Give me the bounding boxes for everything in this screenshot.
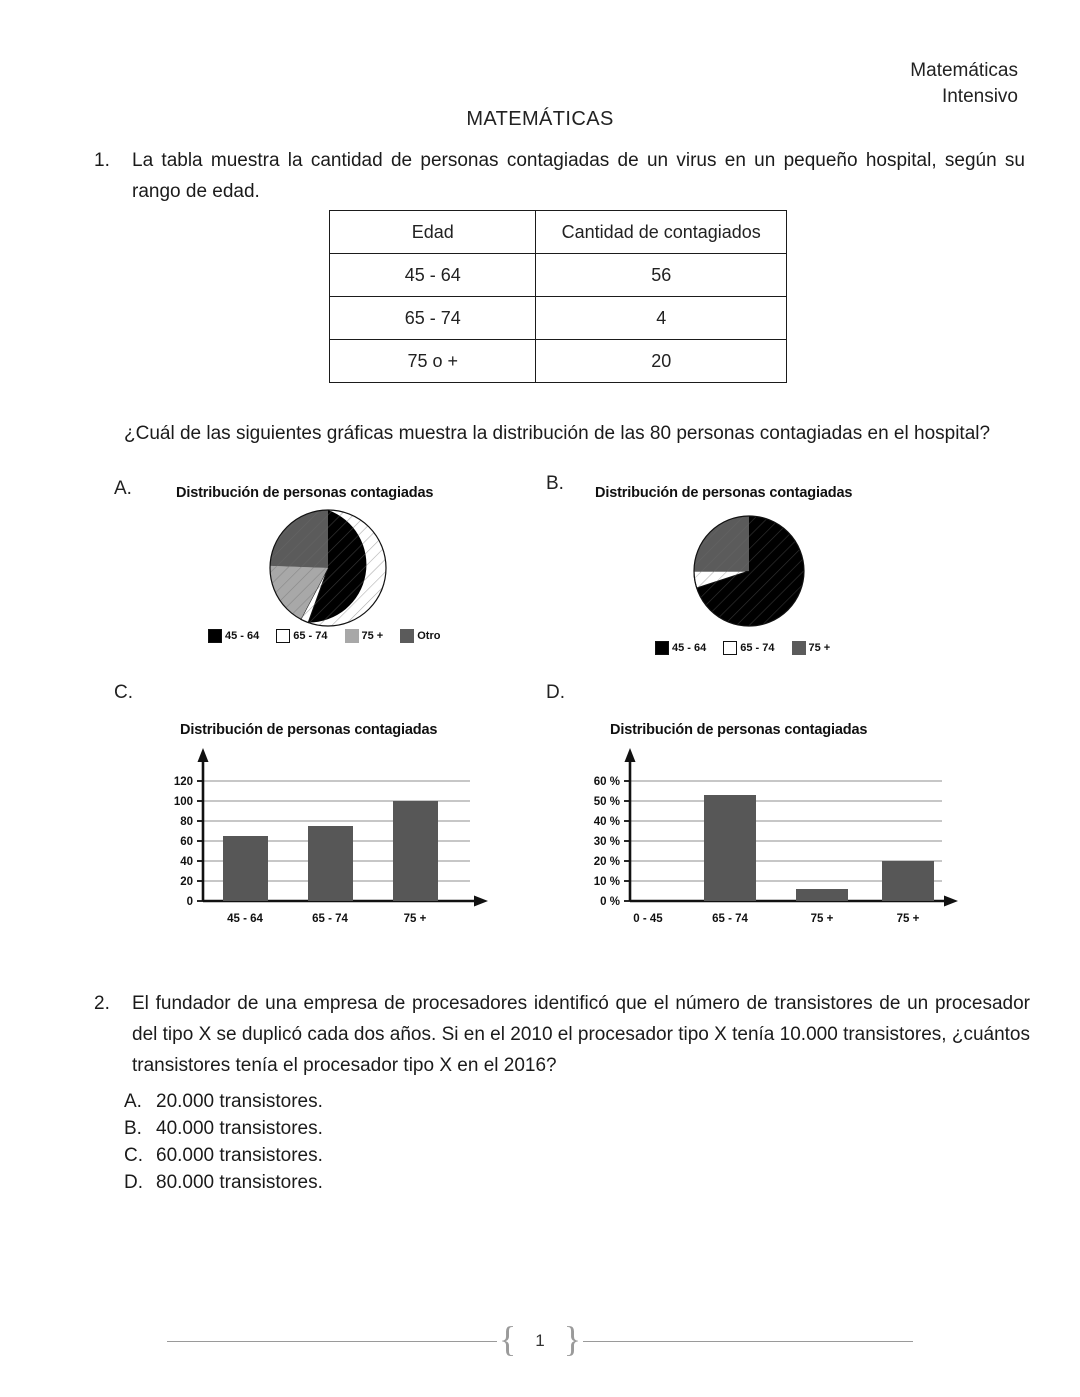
chart-b-legend [655, 641, 830, 655]
answer-option-b[interactable] [124, 1115, 323, 1142]
legend-swatch-icon [792, 641, 806, 655]
svg-text:20 %: 20 % [593, 856, 620, 868]
header-line-1: Matemáticas [910, 60, 1018, 81]
legend-entry [723, 641, 774, 655]
svg-text:100: 100 [173, 796, 193, 808]
header-line-2: Intensivo [941, 86, 1018, 107]
table-header-edad: Edad [330, 211, 536, 254]
legend-label: 65 - 74 [740, 642, 775, 654]
page-footer [0, 1319, 1080, 1359]
table-cell-edad: 65 - 74 [330, 297, 536, 340]
svg-text:75 +: 75 + [403, 913, 427, 925]
table-cell-edad: 75 o + [330, 340, 536, 383]
answer-letter: A. [124, 1091, 142, 1112]
answer-letter: B. [124, 1118, 142, 1139]
table-header-cantidad: Cantidad de contagiados [536, 211, 787, 254]
svg-text:0 - 45: 0 - 45 [633, 913, 663, 925]
chart-d-bars [552, 740, 972, 930]
legend-label: 65 - 74 [293, 630, 328, 642]
question-1-number: 1. [94, 150, 110, 171]
legend-entry [208, 629, 259, 643]
answer-text: 80.000 transistores. [156, 1172, 323, 1193]
table-header-row [330, 211, 787, 254]
footer-rule-right [583, 1341, 913, 1342]
svg-text:75 +: 75 + [896, 913, 920, 925]
chart-a-title: Distribución de personas contagiadas [176, 485, 434, 501]
question-1 [90, 145, 1025, 207]
table-cell-cantidad: 4 [536, 297, 787, 340]
answer-option-a[interactable] [124, 1088, 323, 1115]
svg-text:0: 0 [186, 896, 193, 908]
table-cell-cantidad: 56 [536, 254, 787, 297]
question-2-number: 2. [94, 993, 110, 1014]
document-header [910, 58, 1018, 110]
legend-swatch-icon [276, 629, 290, 643]
svg-text:50 %: 50 % [593, 796, 620, 808]
table-row [330, 340, 787, 383]
legend-entry [400, 629, 440, 643]
question-2 [90, 988, 1030, 1081]
svg-text:40 %: 40 % [593, 816, 620, 828]
svg-text:60 %: 60 % [593, 776, 620, 788]
svg-text:80: 80 [180, 816, 193, 828]
question-2-text: El fundador de una empresa de procesadores identificó que el número de transistores de un procesador del tipo X se duplicó cada dos años. Si en el 2010 el procesador tipo X tenía 10.000 transistores, ¿cuántos transistores tenía el procesador tipo X en el 2016? [132, 993, 1030, 1076]
legend-label: 45 - 64 [225, 630, 260, 642]
chart-b-pie [684, 512, 814, 630]
svg-text:10 %: 10 % [593, 876, 620, 888]
legend-swatch-icon [208, 629, 222, 643]
contagiados-table [329, 210, 787, 383]
svg-text:65 - 74: 65 - 74 [312, 913, 348, 925]
footer-rule-left [167, 1341, 497, 1342]
answer-text: 20.000 transistores. [156, 1091, 323, 1112]
legend-swatch-icon [400, 629, 414, 643]
svg-text:30 %: 30 % [593, 836, 620, 848]
table-cell-cantidad: 20 [536, 340, 787, 383]
legend-swatch-icon [723, 641, 737, 655]
legend-entry [276, 629, 327, 643]
chart-b-title: Distribución de personas contagiadas [595, 485, 853, 501]
legend-entry [345, 629, 384, 643]
option-letter-c: C. [114, 682, 133, 703]
chart-c-title: Distribución de personas contagiadas [180, 722, 438, 738]
svg-text:65 - 74: 65 - 74 [712, 913, 748, 925]
table-cell-edad: 45 - 64 [330, 254, 536, 297]
question-1-text: La tabla muestra la cantidad de personas contagiadas de un virus en un pequeño hospital, según su rango de edad. [132, 150, 1025, 202]
legend-label: Otro [417, 630, 441, 642]
chart-c-bars [140, 740, 500, 930]
answer-letter: C. [124, 1145, 143, 1166]
chart-d-title: Distribución de personas contagiadas [610, 722, 868, 738]
table-row [330, 254, 787, 297]
answer-option-c[interactable] [124, 1142, 323, 1169]
option-letter-b: B. [546, 473, 564, 494]
svg-text:20: 20 [180, 876, 193, 888]
answer-letter: D. [124, 1172, 143, 1193]
chart-a-legend [208, 629, 440, 643]
option-letter-d: D. [546, 682, 565, 703]
legend-label: 75 + [361, 630, 384, 642]
legend-swatch-icon [345, 629, 359, 643]
page-title: MATEMÁTICAS [466, 108, 614, 130]
legend-swatch-icon [655, 641, 669, 655]
page-number: 1 [535, 1331, 545, 1350]
svg-text:60: 60 [180, 836, 193, 848]
answer-text: 40.000 transistores. [156, 1118, 323, 1139]
answer-text: 60.000 transistores. [156, 1145, 323, 1166]
brace-close: } [563, 1319, 582, 1359]
svg-text:75 +: 75 + [810, 913, 834, 925]
question-2-answers [124, 1088, 323, 1196]
legend-label: 75 + [808, 642, 831, 654]
svg-text:40: 40 [180, 856, 193, 868]
svg-text:0 %: 0 % [600, 896, 620, 908]
legend-label: 45 - 64 [672, 642, 707, 654]
brace-open: { [498, 1319, 517, 1359]
legend-entry [655, 641, 706, 655]
legend-entry [792, 641, 831, 655]
option-letter-a: A. [114, 478, 132, 499]
chart-a-pie [258, 508, 398, 628]
page-number-box [497, 1319, 583, 1359]
question-1-prompt: ¿Cuál de las siguientes gráficas muestra la distribución de las 80 personas contagiadas en el hospital? [124, 423, 991, 444]
table-row [330, 297, 787, 340]
svg-text:45 - 64: 45 - 64 [227, 913, 263, 925]
answer-option-d[interactable] [124, 1169, 323, 1196]
svg-text:120: 120 [173, 776, 193, 788]
